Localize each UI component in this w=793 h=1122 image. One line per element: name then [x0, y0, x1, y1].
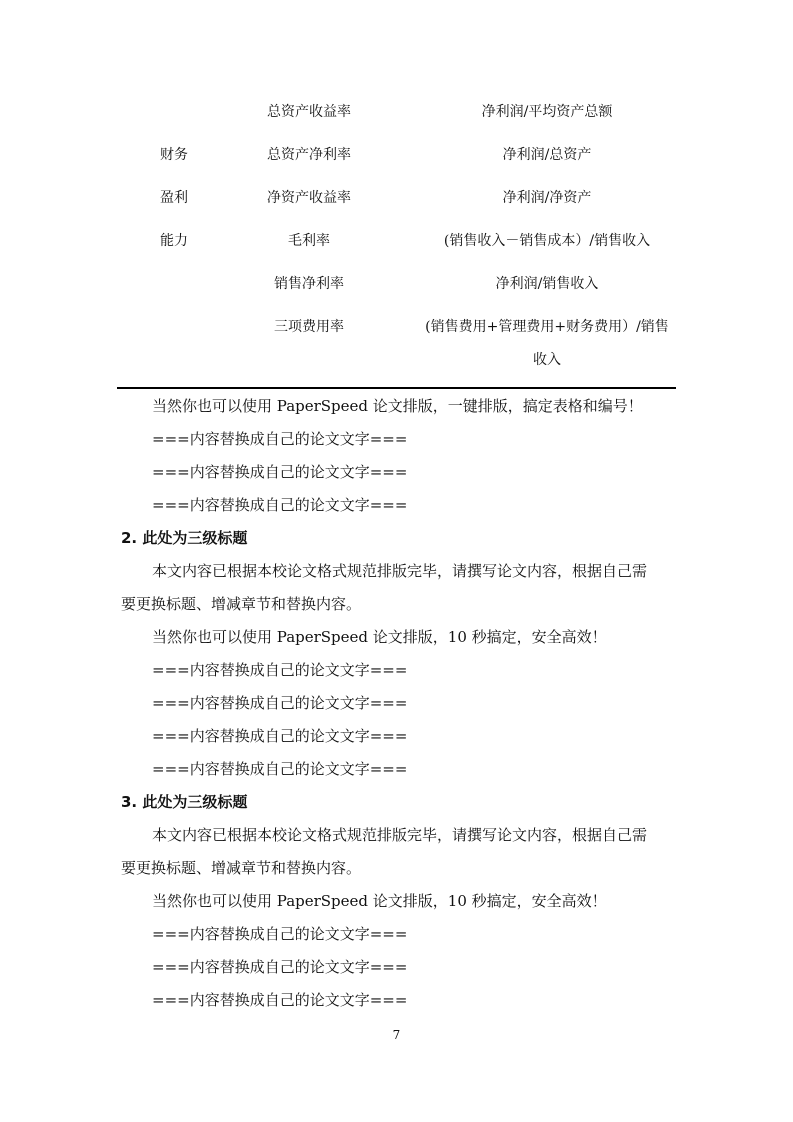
body-paragraph: 本文内容已根据本校论文格式规范排版完毕，请撰写论文内容，根据自己需	[152, 826, 648, 844]
body-paragraph: 本文内容已根据本校论文格式规范排版完毕，请撰写论文内容，根据自己需	[152, 562, 648, 580]
table-row	[117, 231, 676, 251]
table-row	[117, 145, 676, 165]
body-paragraph: 要更换标题、增减章节和替换内容。	[121, 595, 362, 613]
metric-cell: 总资产收益率	[267, 104, 351, 120]
body-paragraph: 当然你也可以使用 PaperSpeed 论文排版，10 秒搞定，安全高效！	[152, 628, 607, 646]
formula-cell: (销售收入－销售成本）/销售收入	[443, 233, 651, 249]
placeholder-line: ===内容替换成自己的论文文字===	[152, 958, 408, 976]
table-bottom-rule	[117, 387, 676, 389]
placeholder-line: ===内容替换成自己的论文文字===	[152, 661, 408, 679]
metric-cell: 总资产净利率	[267, 147, 351, 163]
table-row	[117, 102, 676, 122]
formula-cell: 净利润/销售收入	[495, 276, 599, 292]
page-number: 7	[392, 1028, 401, 1042]
placeholder-line: ===内容替换成自己的论文文字===	[152, 430, 408, 448]
table-row	[117, 188, 676, 208]
metric-cell: 销售净利率	[274, 276, 344, 292]
placeholder-line: ===内容替换成自己的论文文字===	[152, 760, 408, 778]
placeholder-line: ===内容替换成自己的论文文字===	[152, 727, 408, 745]
placeholder-line: ===内容替换成自己的论文文字===	[152, 463, 408, 481]
body-paragraph: 要更换标题、增减章节和替换内容。	[121, 859, 362, 877]
section-heading: 2. 此处为三级标题	[121, 529, 248, 547]
formula-cell: (销售费用+管理费用+财务费用）/销售收入	[425, 319, 669, 368]
category-cell: 盈利	[160, 190, 188, 206]
metric-cell: 毛利率	[288, 233, 330, 249]
formula-cell: 净利润/净资产	[502, 190, 592, 206]
body-paragraph: 当然你也可以使用 PaperSpeed 论文排版，10 秒搞定，安全高效！	[152, 892, 607, 910]
body-paragraph: 当然你也可以使用 PaperSpeed 论文排版，一键排版，搞定表格和编号！	[152, 397, 643, 415]
placeholder-line: ===内容替换成自己的论文文字===	[152, 991, 408, 1009]
category-cell: 能力	[160, 233, 188, 249]
table-row	[117, 317, 676, 368]
placeholder-line: ===内容替换成自己的论文文字===	[152, 925, 408, 943]
placeholder-line: ===内容替换成自己的论文文字===	[152, 496, 408, 514]
placeholder-line: ===内容替换成自己的论文文字===	[152, 694, 408, 712]
formula-cell: 净利润/总资产	[502, 147, 592, 163]
formula-cell: 净利润/平均资产总额	[481, 104, 613, 120]
category-cell: 财务	[160, 147, 188, 163]
section-heading: 3. 此处为三级标题	[121, 793, 248, 811]
metric-cell: 净资产收益率	[267, 190, 351, 206]
metric-cell: 三项费用率	[274, 319, 344, 335]
table-row	[117, 274, 676, 294]
